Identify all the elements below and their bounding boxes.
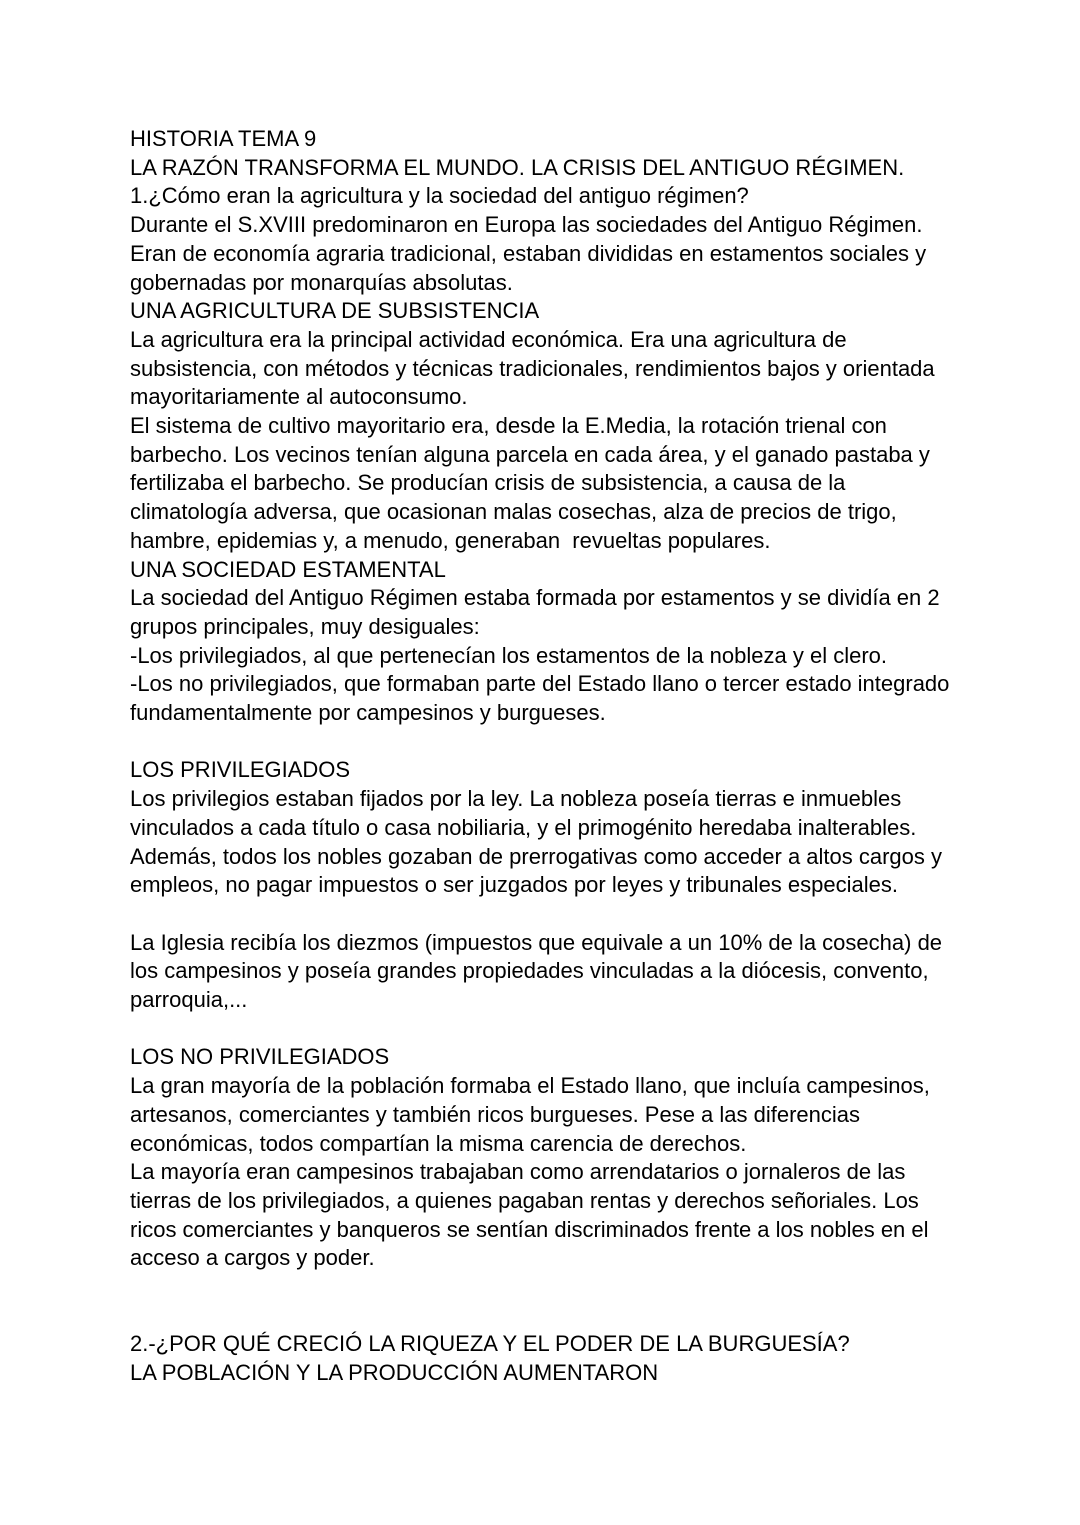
text-line: El sistema de cultivo mayoritario era, desde la E.Media, la rotación trienal con xyxy=(130,413,887,439)
text-line: UNA AGRICULTURA DE SUBSISTENCIA xyxy=(130,298,540,324)
text-line: subsistencia, con métodos y técnicas tradicionales, rendimientos bajos y orientada xyxy=(130,355,935,381)
text-line: Los privilegios estaban fijados por la ley. La nobleza poseía tierras e inmuebles xyxy=(130,786,902,812)
text-line: 2.-¿POR QUÉ CRECIÓ LA RIQUEZA Y EL PODER DE LA BURGUESÍA? xyxy=(130,1331,850,1357)
text-line: LA POBLACIÓN Y LA PRODUCCIÓN AUMENTARON xyxy=(130,1360,659,1386)
text-line: fundamentalmente por campesinos y burgueses. xyxy=(130,700,606,726)
document-text-body xyxy=(130,125,990,1388)
blank-line xyxy=(130,728,990,757)
text-line: LOS PRIVILEGIADOS xyxy=(130,757,351,783)
text-line: acceso a cargos y poder. xyxy=(130,1245,375,1271)
text-line: La gran mayoría de la población formaba el Estado llano, que incluía campesinos, xyxy=(130,1073,930,1099)
text-line: Además, todos los nobles gozaban de prerrogativas como acceder a altos cargos y xyxy=(130,843,943,869)
text-line: fertilizaba el barbecho. Se producían crisis de subsistencia, a causa de la xyxy=(130,470,846,496)
text-line: grupos principales, muy desiguales: xyxy=(130,613,480,639)
blank-line xyxy=(130,1302,990,1331)
text-line: climatología adversa, que ocasionan malas cosechas, alza de precios de trigo, xyxy=(130,499,897,525)
text-line: La agricultura era la principal actividad económica. Era una agricultura de xyxy=(130,326,847,352)
text-line: vinculados a cada título o casa nobiliaria, y el primogénito heredaba inalterables. xyxy=(130,814,917,840)
text-line: Durante el S.XVIII predominaron en Europa las sociedades del Antiguo Régimen. xyxy=(130,212,923,238)
text-line: 1.¿Cómo eran la agricultura y la sociedad del antiguo régimen? xyxy=(130,183,749,209)
text-line: hambre, epidemias y, a menudo, generaban revueltas populares. xyxy=(130,527,771,553)
text-line: parroquia,... xyxy=(130,987,248,1013)
text-line: La Iglesia recibía los diezmos (impuestos que equivale a un 10% de la cosecha) de xyxy=(130,929,943,955)
text-line: artesanos, comerciantes y también ricos burgueses. Pese a las diferencias xyxy=(130,1101,861,1127)
text-line: los campesinos y poseía grandes propiedades vinculadas a la diócesis, convento, xyxy=(130,958,929,984)
text-line: ricos comerciantes y banqueros se sentían discriminados frente a los nobles en el xyxy=(130,1216,929,1242)
text-line: HISTORIA TEMA 9 xyxy=(130,126,317,151)
text-line: LA RAZÓN TRANSFORMA EL MUNDO. LA CRISIS DEL ANTIGUO RÉGIMEN. xyxy=(130,154,905,180)
text-line: UNA SOCIEDAD ESTAMENTAL xyxy=(130,556,446,582)
blank-line xyxy=(130,1015,990,1044)
text-line: empleos, no pagar impuestos o ser juzgados por leyes y tribunales especiales. xyxy=(130,872,898,898)
text-line: LOS NO PRIVILEGIADOS xyxy=(130,1044,390,1070)
text-line: -Los privilegiados, al que pertenecían los estamentos de la nobleza y el clero. xyxy=(130,642,888,668)
blank-line xyxy=(130,1273,990,1302)
text-line: -Los no privilegiados, que formaban parte del Estado llano o tercer estado integrado xyxy=(130,671,950,697)
text-line: Eran de economía agraria tradicional, estaban divididas en estamentos sociales y xyxy=(130,240,927,266)
text-line: económicas, todos compartían la misma carencia de derechos. xyxy=(130,1130,747,1156)
text-line: mayoritariamente al autoconsumo. xyxy=(130,384,468,410)
text-line: La mayoría eran campesinos trabajaban como arrendatarios o jornaleros de las xyxy=(130,1159,906,1185)
text-line: gobernadas por monarquías absolutas. xyxy=(130,269,513,295)
text-line: barbecho. Los vecinos tenían alguna parcela en cada área, y el ganado pastaba y xyxy=(130,441,930,467)
text-line: La sociedad del Antiguo Régimen estaba formada por estamentos y se dividía en 2 xyxy=(130,585,940,611)
text-line: tierras de los privilegiados, a quienes pagaban rentas y derechos señoriales. Los xyxy=(130,1187,919,1213)
blank-line xyxy=(130,900,990,929)
